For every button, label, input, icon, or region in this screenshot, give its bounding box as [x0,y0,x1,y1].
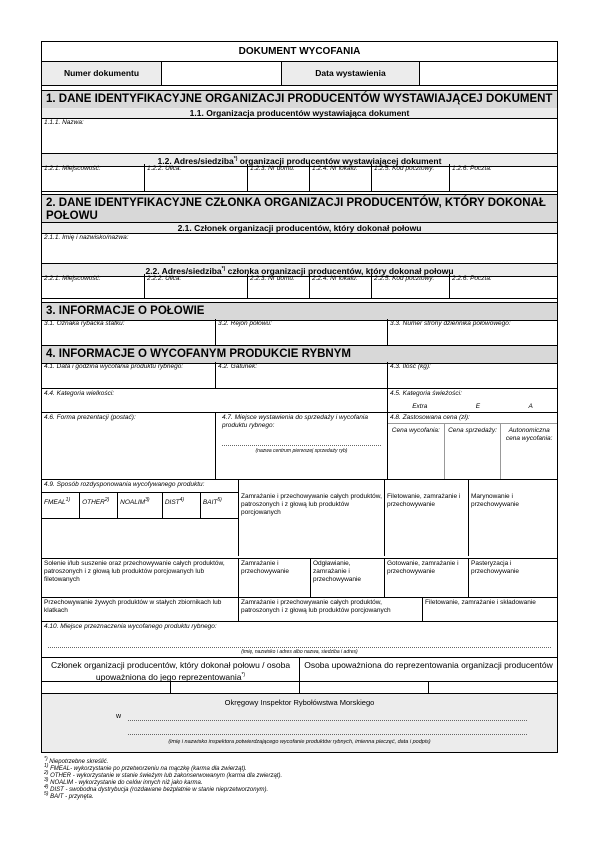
processing-row-3 [42,598,557,622]
freshness-options [388,403,557,410]
section-2-1-subheader: 2.1. Członek organizacji producentów, który dokonał połowu [42,223,557,234]
member-address-row [42,274,557,299]
freshness-category-field [388,389,557,412]
org-address-house-number[interactable]: 1.2.3. Nr domu: [248,164,310,191]
product-row-2 [42,389,557,413]
member-address-post-office[interactable]: 2.2.6. Poczta: [452,275,492,282]
org-address-city[interactable]: 1.2.1. Miejscowość: [42,164,145,191]
inspector-title: Okręgowy Inspektor Rybołówstwa Morskiego [224,698,375,707]
footnote-not-applicable: *) Niepotrzebne skreślić. [44,756,109,765]
logbook-page-field[interactable]: 3.3. Numer strony dziennika połowowego: [390,320,511,327]
disposal-options-row [42,492,238,519]
org-address-row [42,164,557,192]
footnote-other: $^{2)}$ OTHER - wykorzystanie w stanie świeżym lub zakonserwowanym (karma dla zwierząt). [44,770,283,779]
signature-headers [42,658,557,682]
freshness-category-label: 4.5. Kategoria świeżości: [390,390,462,397]
doc-number-field[interactable] [162,62,282,85]
member-address-city[interactable]: 2.2.1. Miejscowość: [42,274,145,298]
sale-place-line [222,445,381,446]
disposal-left [42,480,239,556]
freeze-whole-option[interactable]: Zamrażanie i przechowywanie całych produktów, patroszonych i z głową lub produktów porcjowanych [239,480,385,556]
fishing-info-row [42,319,557,347]
applied-price-label: 4.8. Zastosowana cena (zł): [390,414,470,421]
destination-caption: (imię, nazwisko i adres albo nazwa, siedziba i adres) [241,649,358,655]
org-name-label: 1.1.1. Nazwa: [44,119,84,126]
member-name-label: 2.1.1. Imię i nazwisko/nazwa: [44,234,129,241]
product-row-1 [42,362,557,389]
withdrawal-document-form [41,41,558,750]
member-signature-header: Członek organizacji producentów, który dokonał połowu / osoba upoważniona do jego reprezentowania*) [42,658,300,681]
withdrawal-datetime-field[interactable]: 4.1. Data i godzina wycofania produktu rybnego: [42,362,216,388]
section-4-header: 4. INFORMACJE O WYCOFANYM PRODUKCIE RYBNYM [42,345,557,364]
inspector-location-label: w [116,713,122,720]
footnote-fmeal: $^{1)}$ FMEAL- wykorzystanie po przetworzeniu na mączkę (karma dla zwierząt). [44,763,247,772]
applied-price-columns [388,423,557,479]
cook-freeze-option[interactable]: Gotowanie, zamrażanie i przechowywanie [385,559,469,597]
disposal-bait-option[interactable]: BAIT$^{5)}$ [202,497,222,507]
org-address-street[interactable]: 1.2.2. Ulica: [145,164,248,191]
issue-date-label: Data wystawienia [282,62,420,85]
member-address-street[interactable]: 2.2.2. Ulica: [145,274,248,298]
issue-date-field[interactable] [420,62,557,85]
member-name-field[interactable] [42,233,557,264]
salt-dry-option[interactable]: Solenie i/lub suszenie oraz przechowywanie całych produktów, patroszonych i z głową lub produktów porcjowanych lub filetowanych [42,559,239,597]
size-category-field[interactable]: 4.4. Kategoria wielkości: [42,389,388,412]
pasteurize-option[interactable]: Pasteryzacja i przechowywanie [471,560,520,575]
freeze-store-option[interactable]: Zamrażanie i przechowywanie [239,559,311,597]
inspector-caption: (imię i nazwisko inspektora potwierdzającego wycofanie produktów rybnych, imienna pieczęć, data i podpis) [168,739,431,745]
live-storage-option[interactable]: Przechowywanie żywych produktów w stałych zbiornikach lub klatkach [42,598,239,621]
disposal-noalim-option[interactable]: NOALIM$^{3)}$ [118,493,163,518]
section-1-header: 1. DANE IDENTYFIKACYJNE ORGANIZACJI PRODUCENTÓW WYSTAWIAJĄCEJ DOKUMENT [42,90,557,109]
section-2-2-subheader: 2.2. Adres/siedziba*) członka organizacji producentów, który dokonał połowu [42,264,557,277]
sale-place-label: 4.7. Miejsce wystawienia do sprzedaży i wycofania produktu rybnego: [222,414,368,429]
sale-price-field[interactable]: Cena sprzedaży: [445,424,502,479]
disposal-label: 4.9. Sposób rozdysponowania wycofywanego produktu: [44,481,205,488]
disposal-dist-option[interactable]: DIST$^{4)}$ [163,493,201,518]
fishing-area-field[interactable]: 3.2. Rejon połowu: [216,319,388,346]
destination-field[interactable] [42,622,557,658]
section-1-2-subheader: 1.2. Adres/siedziba*) organizacji producentów wystawiającej dokument [42,154,557,167]
inspector-signature-line [128,734,527,735]
inspector-confirmation-block[interactable] [41,693,558,753]
header-row [42,62,557,86]
sale-place-caption: (nazwa centrum pierwszej sprzedaży ryb) [255,448,348,454]
freeze-whole-store-option[interactable]: Zamrażanie i przechowywanie całych produktów, patroszonych i z głową lub produktów porcjowanych [239,598,423,621]
member-address-unit-number[interactable]: 2.2.4. Nr lokalu: [310,274,372,298]
autonomous-price-field[interactable]: Autonomiczna cena wycofania: [505,427,553,442]
marinate-option[interactable]: Marynowanie i przechowywanie [471,493,520,508]
fillet-freeze-option[interactable]: Filetowanie, zamrażanie i przechowywanie [385,480,469,556]
document-title: DOKUMENT WYCOFANIA [42,42,557,62]
vessel-mark-field[interactable]: 3.1. Oznaka rybacka statku: [42,319,216,346]
org-address-post-office[interactable]: 1.2.6. Poczta: [452,165,492,172]
representative-signature-header: Osoba upoważniona do reprezentowania organizacji producentów [304,660,553,670]
section-3-header: 3. INFORMACJE O POŁOWIE [42,302,557,321]
sale-place-field[interactable] [216,413,388,479]
freshness-a-option[interactable]: A [528,403,533,410]
org-address-postal-code[interactable]: 1.2.5. Kod pocztowy: [372,164,450,191]
freshness-e-option[interactable]: E [475,403,481,410]
destination-line [48,647,551,648]
inspector-location-line [128,720,527,721]
member-address-house-number[interactable]: 2.2.3. Nr domu: [248,274,310,298]
applied-price-field [388,413,557,479]
footnote-noalim: $^{3)}$ NOALIM - wykorzystanie do celów innych niż jako karma. [44,777,203,786]
footnote-bait: $^{5)}$ BAIT - przynęta. [44,791,94,800]
section-1-1-subheader: 1.1. Organizacja producentów wystawiająca dokument [42,108,557,119]
processing-row-2 [42,558,557,598]
doc-number-label: Numer dokumentu [42,62,162,85]
member-address-postal-code[interactable]: 2.2.5. Kod pocztowy: [372,274,450,298]
withdrawal-price-field[interactable]: Cena wycofania: [388,424,445,479]
disposal-other-option[interactable]: OTHER$^{2)}$ [80,493,118,518]
fillet-freeze-store-option[interactable]: Filetowanie, zamrażanie i składowanie [425,599,536,606]
org-address-unit-number[interactable]: 1.2.4. Nr lokalu: [310,164,372,191]
disposal-fmeal-option[interactable]: FMEAL$^{1)}$ [42,493,80,518]
org-name-field[interactable] [42,118,557,154]
quantity-field[interactable]: 4.3. Ilość (kg): [390,363,431,370]
disposal-block [42,480,557,556]
section-2-header: 2. DANE IDENTYFIKACYJNE CZŁONKA ORGANIZACJI PRODUCENTÓW, KTÓRY DOKONAŁ POŁOWU [42,194,557,223]
destination-label: 4.10. Miejsce przeznaczenia wycofanego produktu rybnego: [44,623,217,630]
presentation-form-field[interactable]: 4.6. Forma prezentacji (postać): [42,413,216,479]
species-field[interactable]: 4.2. Gatunek: [216,362,388,388]
product-row-3 [42,413,557,480]
footnote-dist: $^{4)}$ DIST - swobodna dystrybucja (rozdawane bezpłatnie w stanie nieprzetworzonym). [44,784,269,793]
freshness-extra-option[interactable]: Extra [412,403,428,410]
behead-freeze-option[interactable]: Odgławianie, zamrażanie i przechowywanie [311,559,385,597]
